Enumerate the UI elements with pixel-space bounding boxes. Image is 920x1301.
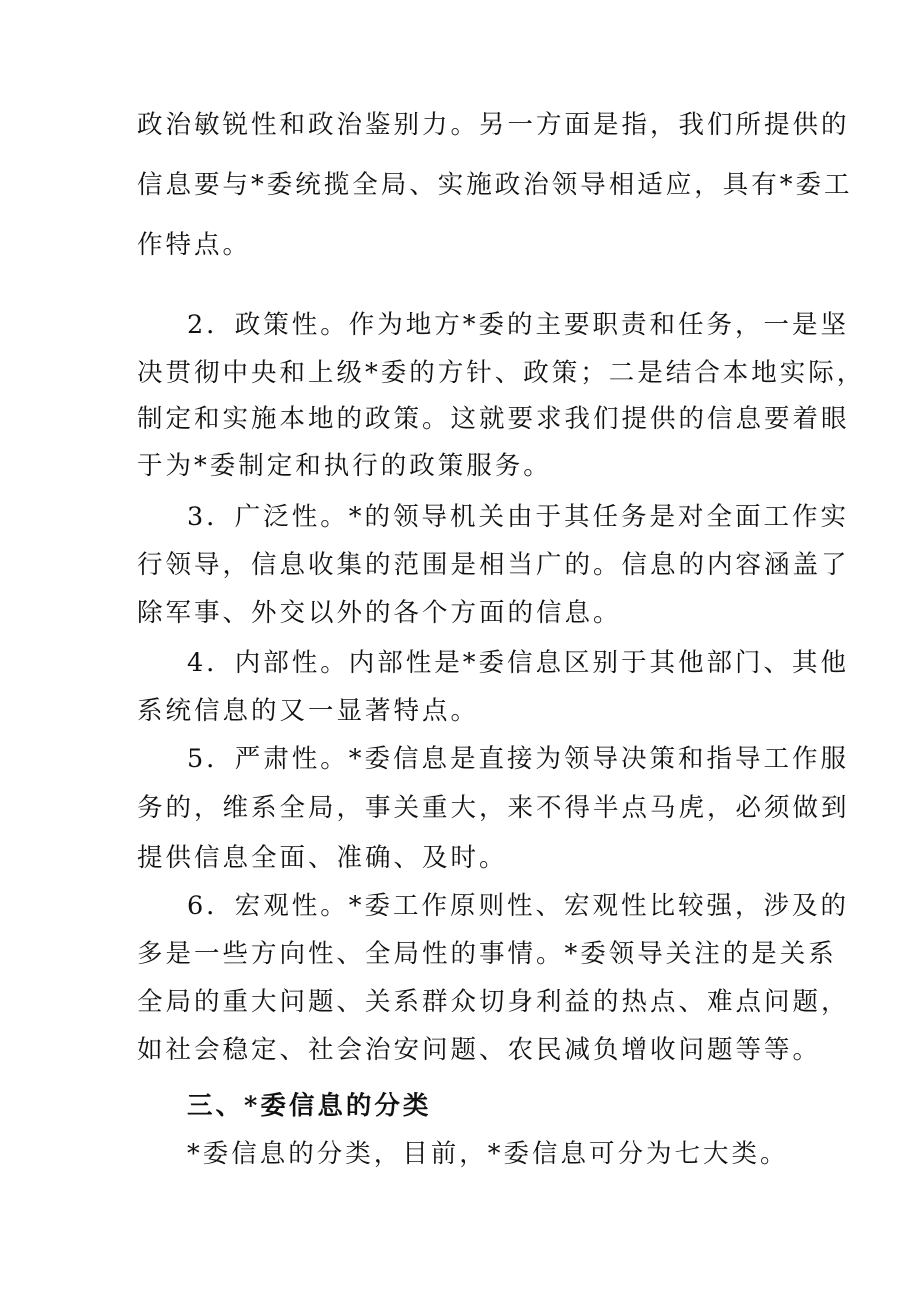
paragraph-line: 6．宏观性。*委工作原则性、宏观性比较强，涉及的 xyxy=(187,891,849,921)
paragraph-line: 行领导，信息收集的范围是相当广的。信息的内容涵盖了 xyxy=(137,550,850,580)
paragraph-line: 信息要与*委统揽全局、实施政治领导相适应，具有*委工 xyxy=(137,170,853,200)
paragraph-line: 系统信息的又一显著特点。 xyxy=(137,696,480,726)
paragraph-line: 决贯彻中央和上级*委的方针、政策；二是结合本地实际， xyxy=(137,358,866,388)
paragraph-line: 3．广泛性。*的领导机关由于其任务是对全面工作实 xyxy=(187,502,849,532)
paragraph-line: 于为*委制定和执行的政策服务。 xyxy=(137,451,552,481)
paragraph-line: 4．内部性。内部性是*委信息区别于其他部门、其他 xyxy=(187,648,849,678)
paragraph-line: 如社会稳定、社会治安问题、农民减负增收问题等等。 xyxy=(137,1035,822,1065)
paragraph-line: 提供信息全面、准确、及时。 xyxy=(137,843,508,873)
paragraph-line: 多是一些方向性、全局性的事情。*委领导关注的是关系 xyxy=(137,939,837,969)
paragraph-line: 全局的重大问题、关系群众切身利益的热点、难点问题， xyxy=(137,987,850,1017)
section-heading: 三、*委信息的分类 xyxy=(187,1091,432,1121)
paragraph-line: 除军事、外交以外的各个方面的信息。 xyxy=(137,598,622,628)
paragraph-line: 政治敏锐性和政治鉴别力。另一方面是指，我们所提供的 xyxy=(137,110,850,140)
paragraph-line: 制定和实施本地的政策。这就要求我们提供的信息要着眼 xyxy=(137,404,850,434)
paragraph-line: 务的，维系全局，事关重大，来不得半点马虎，必须做到 xyxy=(137,793,850,823)
paragraph-line: 5．严肃性。*委信息是直接为领导决策和指导工作服 xyxy=(187,744,849,774)
paragraph-line: 作特点。 xyxy=(137,230,252,260)
paragraph-line: *委信息的分类，目前，*委信息可分为七大类。 xyxy=(187,1139,789,1169)
paragraph-line: 2．政策性。作为地方*委的主要职责和任务，一是坚 xyxy=(187,310,849,340)
